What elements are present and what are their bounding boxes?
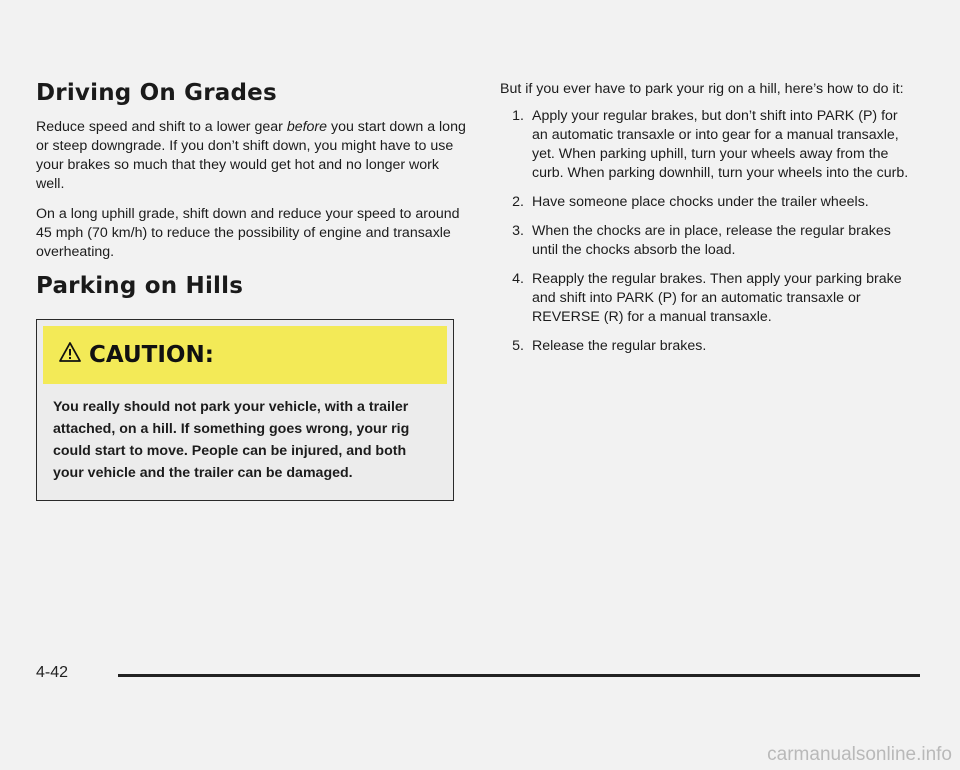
caution-box <box>36 319 454 501</box>
list-item <box>500 193 910 212</box>
parking-intro: But if you ever have to park your rig on a hill, here’s how to do it: <box>500 81 904 97</box>
caution-text: You really should not park your vehicle, with a trailer attached, on a hill. If something goes wrong, your rig could start to move. People can be injured, and both your vehicle and the trailer can be damaged. <box>53 399 410 481</box>
parking-steps-list <box>500 107 910 356</box>
heading-driving-on-grades: Driving On Grades <box>36 80 277 106</box>
paragraph-reduce-speed <box>36 118 466 194</box>
page-footer <box>36 664 68 682</box>
watermark[interactable]: carmanualsonline.info <box>767 744 952 765</box>
step-text: Release the regular brakes. <box>532 338 707 354</box>
step-text: When the chocks are in place, release the regular brakes until the chocks absorb the load. <box>532 223 891 258</box>
heading-parking-on-hills: Parking on Hills <box>36 273 244 299</box>
para1-text-a: Reduce speed and shift to a lower gear <box>36 119 287 135</box>
caution-title <box>59 342 214 368</box>
footer-rule <box>118 674 920 677</box>
warning-triangle-icon <box>59 342 81 368</box>
step-number: 5. <box>512 338 524 354</box>
caution-label: CAUTION: <box>89 342 214 368</box>
caution-header <box>43 326 447 384</box>
list-item <box>500 222 910 260</box>
step-number: 1. <box>512 108 524 124</box>
list-item <box>500 337 910 356</box>
list-item <box>500 270 910 327</box>
step-number: 4. <box>512 271 524 287</box>
right-column <box>500 80 910 366</box>
paragraph-uphill-grade: On a long uphill grade, shift down and reduce your speed to around 45 mph (70 km/h) to reduce the possibility of engine and transaxle overheating. <box>36 206 460 260</box>
list-item <box>500 107 910 183</box>
para1-emphasis: before <box>286 119 328 135</box>
step-text: Have someone place chocks under the trailer wheels. <box>532 194 869 210</box>
left-column <box>36 80 466 501</box>
step-number: 2. <box>512 194 524 210</box>
para1-text-b: you start down a long or steep downgrade. If you don’t shift down, you might have to use your brakes so much that they would get hot and no longer work well. <box>36 119 466 192</box>
page-number: 4-42 <box>36 664 69 681</box>
step-number: 3. <box>512 223 524 239</box>
step-text: Apply your regular brakes, but don’t shift into PARK (P) for an automatic transaxle or into gear for a manual transaxle, yet. When parking uphill, turn your wheels away from the curb. When parking downhill, turn your wheels into the curb. <box>532 108 909 181</box>
step-text: Reapply the regular brakes. Then apply your parking brake and shift into PARK (P) for an automatic transaxle or REVERSE (R) for a manual transaxle. <box>532 271 902 325</box>
